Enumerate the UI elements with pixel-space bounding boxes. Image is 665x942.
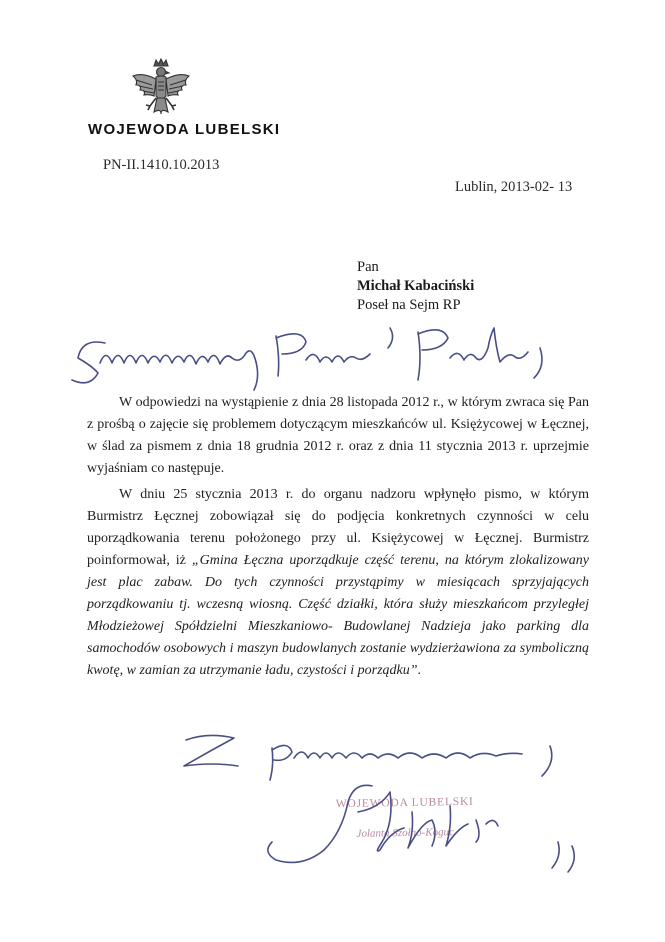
handwritten-signature-icon [262, 772, 582, 882]
place-and-date: Lublin, 2013-02- 13 [455, 179, 573, 195]
institution-header: WOJEWODA LUBELSKI [88, 121, 281, 138]
addressee-name: Michał Kabaciński [357, 278, 475, 294]
paragraph-2-end: . [417, 663, 422, 678]
letter-body [87, 392, 589, 686]
handwritten-greeting [70, 318, 570, 393]
polish-eagle-emblem-icon [130, 58, 192, 124]
stamp-title: WOJEWODA LUBELSKI [335, 795, 474, 811]
addressee-block [357, 258, 474, 315]
addressee-salutation-line: Pan [357, 259, 379, 275]
stamp-name: Jolanta Szołno-Koguc [356, 826, 455, 840]
reference-number: PN-II.1410.10.2013 [103, 157, 220, 173]
body-paragraph-2 [87, 484, 589, 682]
mayor-quote: „Gmina Łęczna uporządkuje część terenu, na którym zlokalizowany jest plac zabaw. Do tych czynności przystąpimy w miesiącach sprzyjających porządkowaniu tj. wczesną wiosną. Część działki, która służy mieszkańcom przyległej Młodzieżowej Spółdzielni Mieszkaniowo- Budowlanej Nadzieja jako parking dla samochodów osobowych i maszyn budowlanych zostanie wydzierżawiona za symboliczną kwotę, w zamian za utrzymanie ładu, czystości i porządku” [87, 553, 590, 678]
body-paragraph-1: W odpowiedzi na wystąpienie z dnia 28 listopada 2012 r., w którym zwraca się Pan z prośbą o zajęcie się problemem dotyczącym mieszkańców ul. Księżycowej w Łęcznej, w ślad za pismem z dnia 18 grudnia 2012 r. oraz z dnia 11 stycznia 2013 r. uprzejmie wyjaśniam co następuje. [87, 395, 589, 476]
paragraph-2-intro: W dniu 25 stycznia 2013 r. do organu nadzoru wpłynęło pismo, w którym Burmistrz Łęcznej zobowiązał się do podjęcia konkretnych czynności w celu uporządkowania terenu położonego przy ul. Księżycowej w Łęcznej. Burmistrz poinformował, iż [87, 487, 589, 568]
addressee-position: Poseł na Sejm RP [357, 297, 461, 313]
